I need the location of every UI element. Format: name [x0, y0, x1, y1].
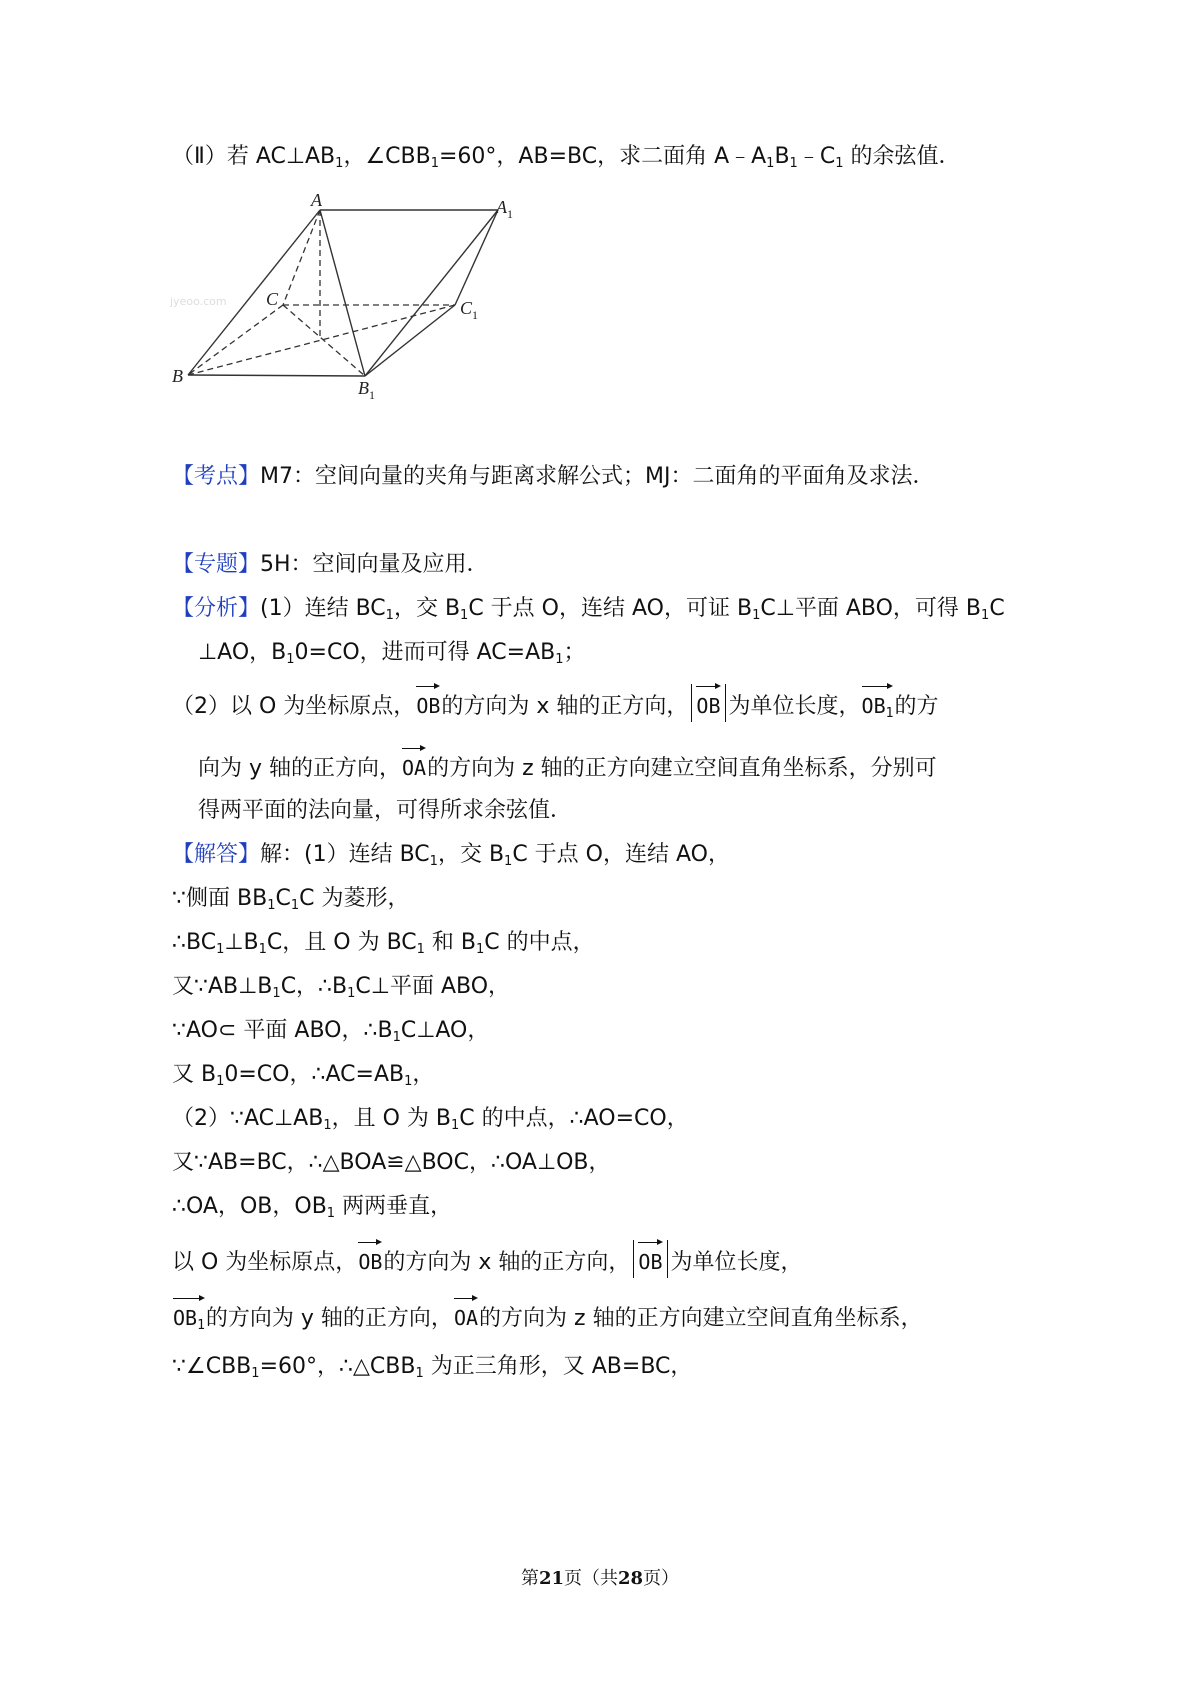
page-total: 28	[618, 1568, 644, 1589]
jieda-line-10: 以 O 为坐标原点，OB的方向为 x 轴的正方向， OB 为单位长度，	[172, 1240, 803, 1278]
jieda-line-2: ∵侧面 $BB_1C_1C$ 为菱形，	[172, 886, 410, 913]
page-footer: 第21页（共28页）	[520, 1568, 680, 1589]
watermark: jyeoo.com	[170, 295, 227, 308]
fenxi-line-4: 向为 y 轴的正方向，OA的方向为 z 轴的正方向建立空间直角坐标系，分别可	[198, 746, 937, 784]
vector-OA: OA	[402, 746, 426, 783]
zhuanti: 【专题】5H：空间向量及应用．	[172, 552, 489, 577]
vector-OB: OB	[416, 684, 440, 721]
label-C: C	[266, 289, 279, 309]
zhuanti-tag: 【专题】	[172, 552, 261, 577]
label-B1: $B_1$	[358, 378, 375, 402]
label-C1: $C_1$	[460, 298, 479, 322]
jieda-line-3: $\therefore BC_1\perp B_1C$，且 O 为 $BC_1$ 和 $B_1C$ 的中点，	[172, 930, 595, 957]
abs-OB-2	[633, 1240, 667, 1278]
jieda-line-6: 又 $B_10=CO$，$\therefore AC=AB_1$，	[172, 1062, 435, 1089]
jieda-tag: 【解答】	[172, 842, 261, 867]
label-A1: $A_1$	[496, 197, 513, 221]
fenxi-line-5: 得两平面的法向量，可得所求余弦值．	[198, 798, 573, 823]
prism-figure	[170, 190, 540, 410]
jieda-line-5: ∵AO⊂ 平面 ABO，$\therefore B_1C\perp AO$，	[172, 1018, 490, 1045]
jieda-line-12: $\because\angle CBB_1=60^\circ$，$\therefore\triangle CBB_1$ 为正三角形，又 AB=BC，	[172, 1354, 693, 1381]
edge-B-B1	[188, 375, 365, 376]
jieda-line-9: ∴OA，OB，$OB_1$ 两两垂直，	[172, 1194, 453, 1221]
edge-C-B1	[283, 305, 365, 376]
edge-A-B1	[320, 210, 365, 376]
fenxi-line-3: （2）以 O 为坐标原点，OB的方向为 x 轴的正方向， OB 为单位长度，$OB_1$的方	[172, 684, 938, 729]
fenxi-tag: 【分析】	[172, 596, 261, 621]
vector-OB-2: OB	[358, 1240, 382, 1277]
abs-OB	[691, 684, 725, 722]
label-B: B	[172, 366, 183, 386]
label-A: A	[311, 190, 322, 210]
edge-A1-B1	[365, 210, 498, 376]
edge-A-C	[283, 210, 320, 305]
jieda-line-4: 又$\because AB\perp B_1C$，$\therefore B_1C\perp$平面 ABO，	[172, 974, 511, 1001]
page-number: 21	[538, 1568, 564, 1589]
question-2: （Ⅱ）若 $AC\perp AB_1$，$\angle CBB_1=60^\circ$，AB=BC，求二面角 $A﹣A_1B_1﹣C_1$ 的余弦值．	[172, 144, 961, 171]
edge-B-C1	[188, 305, 455, 375]
vector-OB-abs: OB	[696, 684, 720, 721]
kaodian-tag: 【考点】	[172, 464, 261, 489]
edge-A-B	[188, 210, 320, 375]
vector-OB1: $OB_1$	[862, 684, 894, 729]
edge-C1-B1	[365, 305, 455, 376]
edge-A1-C1	[455, 210, 498, 305]
fenxi-line-2: ⊥AO，$B_10=CO$，进而可得 $AC=AB_1$；	[198, 640, 586, 667]
vector-OA-2: OA	[454, 1296, 478, 1333]
jieda-line-7: $(2)\because AC\perp AB_1$，且 O 为 $B_1C$ 的中点，∴AO=CO，	[172, 1106, 689, 1133]
jieda-line-1: 【解答】解：(1）连结 $BC_1$，交 $B_1C$ 于点 O，连结 AO，	[172, 842, 730, 869]
kaodian: 【考点】M7：空间向量的夹角与距离求解公式；MJ：二面角的平面角及求法．	[172, 464, 935, 489]
jieda-line-11: $OB_1$的方向为 y 轴的正方向，OA的方向为 z 轴的正方向建立空间直角坐标系，	[172, 1296, 923, 1341]
vector-OB1-2: $OB_1$	[173, 1296, 205, 1341]
fenxi-line-1: 【分析】(1）连结 $BC_1$，交 $B_1C$ 于点 O，连结 AO，可证 $B_1C\perp$平面 ABO，可得 $B_1C$	[172, 596, 1005, 623]
vector-OB-abs-2: OB	[638, 1240, 662, 1277]
jieda-line-8: 又∵AB=BC，∴△BOA≌△BOC，∴OA⊥OB，	[172, 1150, 611, 1175]
